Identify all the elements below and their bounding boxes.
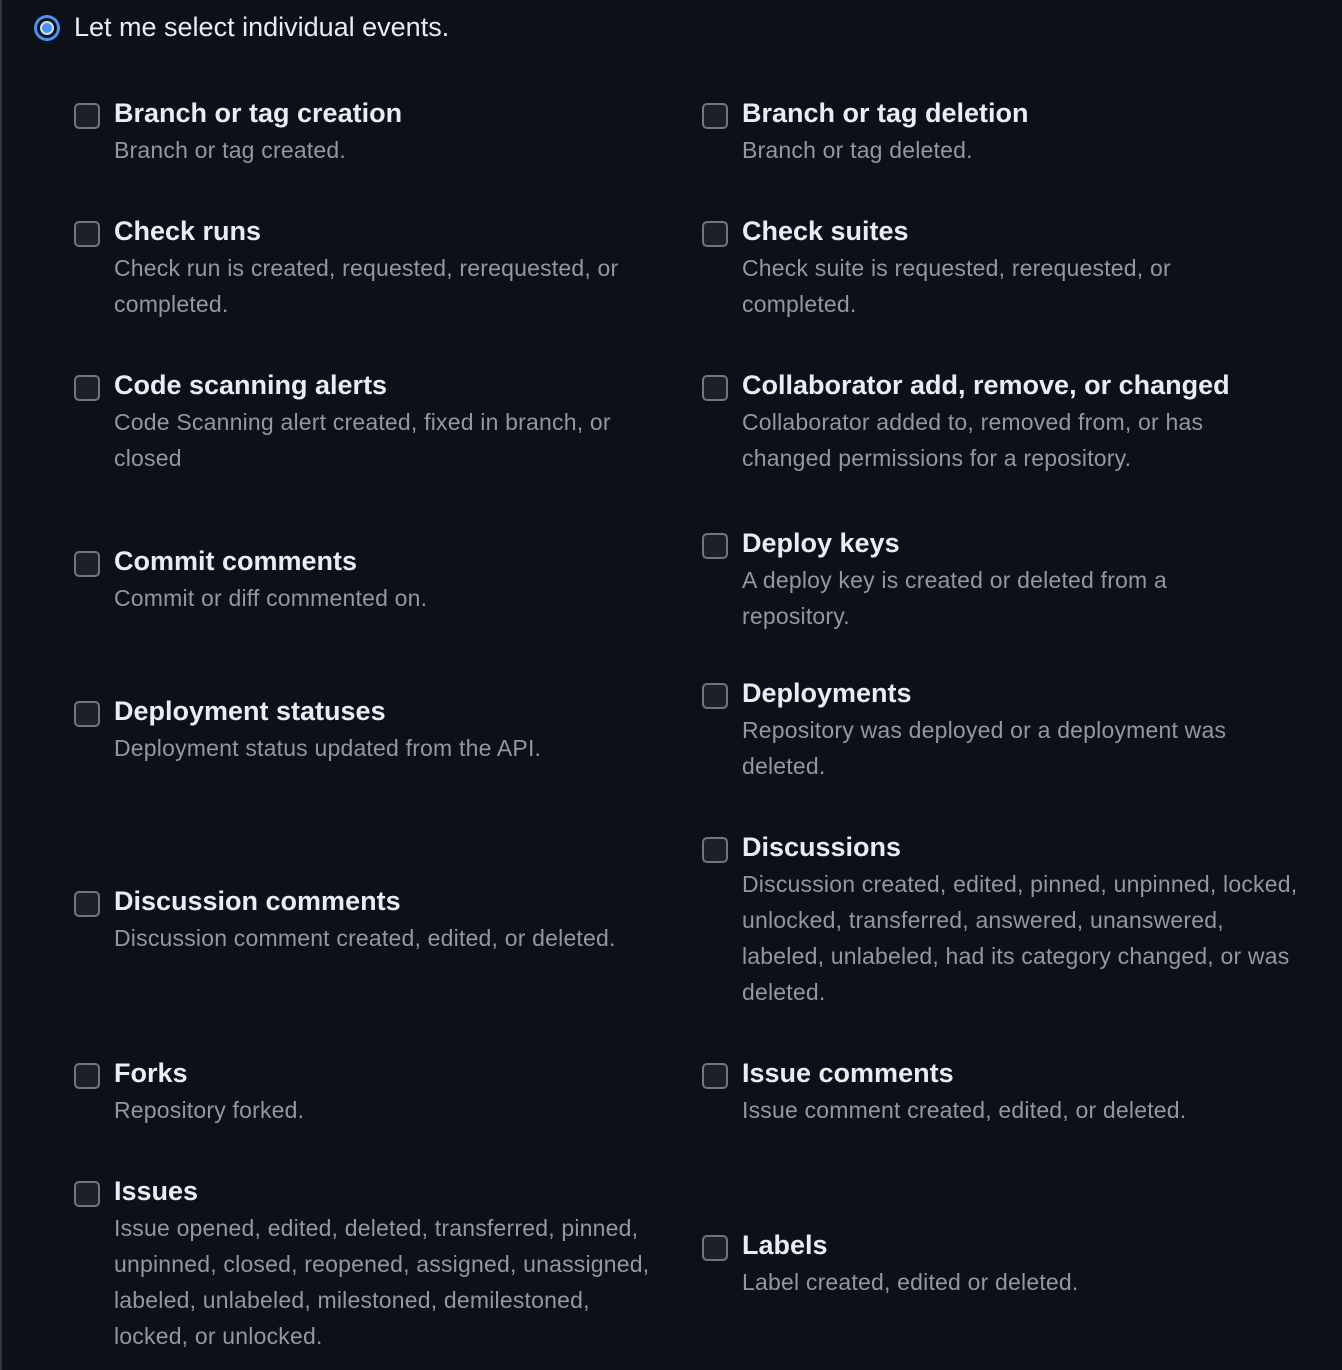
event-description: A deploy key is created or deleted from a repository. (742, 567, 1167, 629)
event-description: Discussion comment created, edited, or deleted. (114, 925, 616, 951)
event-title: Check runs (114, 216, 262, 246)
event-branch-tag-creation (74, 90, 702, 208)
radio-button-selected[interactable] (34, 15, 60, 41)
event-description: Collaborator added to, removed from, or has changed permissions for a repository. (742, 409, 1204, 471)
event-description: Discussion created, edited, pinned, unpinned, locked, unlocked, transferred, answered, unanswered, labeled, unlabeled, had its category changed, or was deleted. (742, 871, 1298, 1005)
checkbox-check-suites[interactable] (702, 221, 728, 247)
event-title: Issues (114, 1176, 199, 1206)
event-forks (74, 1048, 702, 1166)
checkbox-deployments[interactable] (702, 683, 728, 709)
event-title: Deploy keys (742, 528, 900, 558)
event-description: Repository was deployed or a deployment was deleted. (742, 717, 1227, 779)
event-title: Discussion comments (114, 886, 401, 916)
event-labels (702, 1166, 1314, 1356)
event-check-runs (74, 208, 702, 362)
radio-label: Let me select individual events. (74, 12, 450, 42)
event-discussion-comments (74, 822, 702, 1048)
event-title: Code scanning alerts (114, 370, 388, 400)
checkbox-issue-comments[interactable] (702, 1063, 728, 1089)
event-discussions (702, 822, 1314, 1048)
event-description: Issue opened, edited, deleted, transferred, pinned, unpinned, closed, reopened, assigned, unassigned, labeled, unlabeled, milestoned, demilestoned, locked, or unlocked. (114, 1215, 650, 1349)
event-collaborator (702, 362, 1314, 518)
radio-dot-icon (40, 21, 54, 35)
event-title: Issue comments (742, 1058, 954, 1088)
event-title: Check suites (742, 216, 909, 246)
event-title: Forks (114, 1058, 188, 1088)
event-issues (74, 1166, 702, 1356)
event-description: Branch or tag created. (114, 137, 346, 163)
select-individual-events-radio-option[interactable] (34, 12, 449, 43)
event-code-scanning-alerts (74, 362, 702, 518)
checkbox-forks[interactable] (74, 1063, 100, 1089)
event-description: Deployment status updated from the API. (114, 735, 542, 761)
event-deployments (702, 668, 1314, 822)
event-deploy-keys (702, 518, 1314, 668)
checkbox-branch-tag-deletion[interactable] (702, 103, 728, 129)
checkbox-code-scanning-alerts[interactable] (74, 375, 100, 401)
event-check-suites (702, 208, 1314, 362)
event-title: Commit comments (114, 546, 358, 576)
event-title: Discussions (742, 832, 902, 862)
event-description: Check suite is requested, rerequested, or completed. (742, 255, 1171, 317)
event-deployment-statuses (74, 668, 702, 822)
checkbox-discussion-comments[interactable] (74, 891, 100, 917)
event-title: Labels (742, 1230, 828, 1260)
event-description: Check run is created, requested, rerequested, or completed. (114, 255, 619, 317)
checkbox-commit-comments[interactable] (74, 551, 100, 577)
event-title: Deployments (742, 678, 912, 708)
checkbox-issues[interactable] (74, 1181, 100, 1207)
checkbox-deployment-statuses[interactable] (74, 701, 100, 727)
event-branch-tag-deletion (702, 90, 1314, 208)
checkbox-discussions[interactable] (702, 837, 728, 863)
event-description: Code Scanning alert created, fixed in branch, or closed (114, 409, 611, 471)
panel-left-border (0, 0, 2, 1370)
event-title: Branch or tag creation (114, 98, 403, 128)
event-description: Label created, edited or deleted. (742, 1269, 1079, 1295)
event-description: Repository forked. (114, 1097, 305, 1123)
checkbox-branch-tag-creation[interactable] (74, 103, 100, 129)
event-title: Deployment statuses (114, 696, 386, 726)
event-description: Commit or diff commented on. (114, 585, 428, 611)
event-title: Collaborator add, remove, or changed (742, 370, 1230, 400)
checkbox-collaborator[interactable] (702, 375, 728, 401)
checkbox-deploy-keys[interactable] (702, 533, 728, 559)
event-commit-comments (74, 518, 702, 668)
checkbox-check-runs[interactable] (74, 221, 100, 247)
event-issue-comments (702, 1048, 1314, 1166)
events-grid (74, 90, 1314, 1356)
event-title: Branch or tag deletion (742, 98, 1029, 128)
event-description: Issue comment created, edited, or deleted. (742, 1097, 1187, 1123)
checkbox-labels[interactable] (702, 1235, 728, 1261)
event-description: Branch or tag deleted. (742, 137, 973, 163)
